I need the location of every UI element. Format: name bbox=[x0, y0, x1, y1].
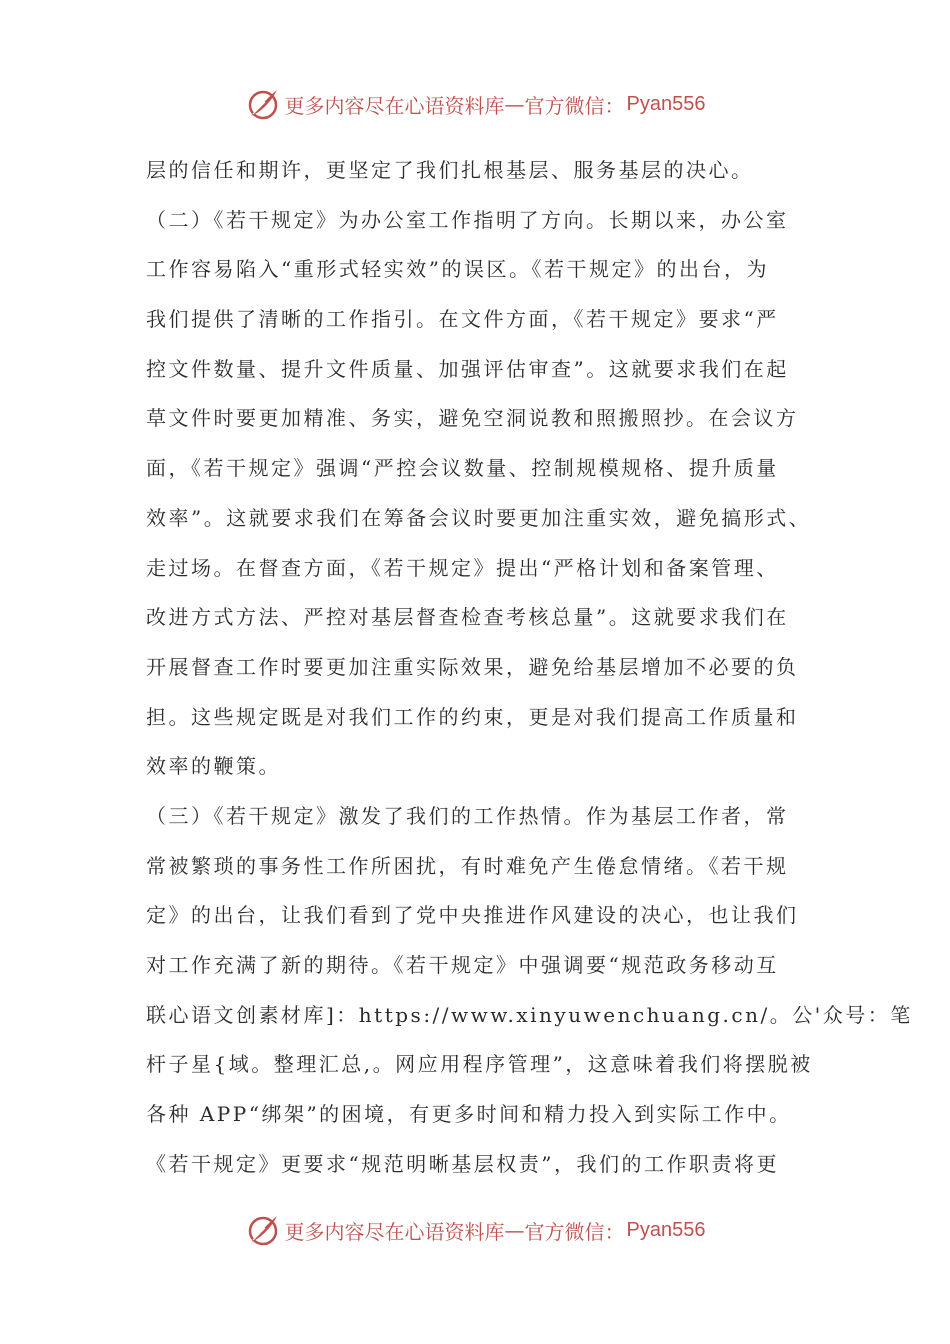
text-line: 杆子星{域。整理汇总,。网应用程序管理”，这意味着我们将摆脱被 bbox=[146, 1052, 813, 1077]
text-line: 面，《若干规定》强调“严控会议数量、控制规模规格、提升质量 bbox=[146, 456, 779, 481]
text-line: 《若干规定》更要求“规范明晰基层权责”，我们的工作职责将更 bbox=[146, 1151, 779, 1176]
text-line: 对工作充满了新的期待。《若干规定》中强调要“规范政务移动互 bbox=[146, 953, 779, 977]
banner-wechat-label: 官方微信： bbox=[524, 93, 625, 118]
header-banner bbox=[0, 84, 950, 124]
text-line: 效率的鞭策。 bbox=[146, 754, 281, 779]
feather-pen-icon bbox=[245, 1212, 281, 1248]
text-line: （二）《若干规定》为办公室工作指明了方向。长期以来，办公室 bbox=[146, 207, 789, 232]
feather-pen-icon bbox=[245, 86, 281, 122]
text-line: 定》的出台，让我们看到了党中央推进作风建设的决心，也让我们 bbox=[146, 903, 799, 928]
text-line: 常被繁琐的事务性工作所困扰，有时难免产生倦怠情绪。《若干规 bbox=[146, 853, 789, 878]
banner-separator: — bbox=[504, 92, 525, 116]
text-line: （三）《若干规定》激发了我们的工作热情。作为基层工作者，常 bbox=[146, 803, 789, 828]
footer-banner bbox=[0, 1210, 950, 1250]
text-line: 走过场。在督查方面，《若干规定》提出“严格计划和备案管理、 bbox=[146, 555, 779, 580]
banner-account: Pyan556 bbox=[626, 92, 706, 115]
text-line: 各种 APP“绑架”的困境，有更多时间和精力投入到实际工作中。 bbox=[146, 1102, 792, 1127]
document-body bbox=[146, 152, 913, 1195]
text-line: 草文件时要更加精准、务实，避免空洞说教和照搬照抄。在会议方 bbox=[146, 406, 799, 431]
banner-site-text: 更多内容尽在心语资料库 bbox=[284, 1219, 505, 1244]
banner-separator: — bbox=[504, 1218, 525, 1242]
banner-site-text: 更多内容尽在心语资料库 bbox=[284, 93, 505, 118]
text-line: 改进方式方法、严控对基层督查检查考核总量”。这就要求我们在 bbox=[146, 605, 789, 630]
text-line: 我们提供了清晰的工作指引。在文件方面，《若干规定》要求“严 bbox=[146, 307, 779, 332]
text-line: 开展督查工作时要更加注重实际效果，避免给基层增加不必要的负 bbox=[146, 654, 799, 679]
text-line: 担。这些规定既是对我们工作的约束，更是对我们提高工作质量和 bbox=[146, 704, 799, 729]
banner-wechat-label: 官方微信： bbox=[524, 1219, 625, 1244]
text-line: 效率”。这就要求我们在筹备会议时要更加注重实效，避免搞形式、 bbox=[146, 505, 812, 530]
text-line: 层的信任和期许，更坚定了我们扎根基层、服务基层的决心。 bbox=[146, 158, 754, 182]
text-line: 联心语文创素材库]：https://www.xinyuwenchuang.cn/。公'众号：笔 bbox=[146, 1002, 913, 1027]
text-line: 工作容易陷入“重形式轻实效”的误区。《若干规定》的出台，为 bbox=[146, 257, 769, 282]
text-line: 控文件数量、提升文件质量、加强评估审查”。这就要求我们在起 bbox=[146, 356, 789, 381]
banner-account: Pyan556 bbox=[626, 1218, 706, 1241]
